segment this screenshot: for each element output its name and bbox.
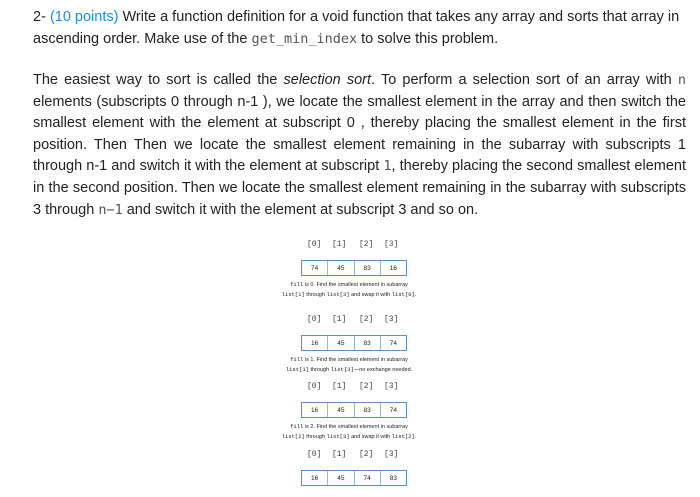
array-index-label: [1] (332, 450, 347, 459)
array-index-label: [2] (359, 382, 374, 391)
array-cell: 45 (328, 336, 354, 350)
array-box (301, 402, 407, 418)
code-n: n (677, 72, 687, 88)
array-cell: 83 (389, 474, 397, 482)
explanation-part-1: The easiest way to sort is called the (33, 72, 278, 88)
array-index-label: [3] (384, 450, 399, 459)
array-cell: 74 (355, 471, 381, 485)
question-body-b: to solve this problem. (361, 30, 499, 47)
explanation-part-4: , thereby placing the second smallest element in the second position. Then we locate the smallest element remaining in the subarray with subscripts 3 through (33, 158, 686, 218)
step-caption-line: list[1] through list[3]—no exchange needed. (285, 366, 413, 373)
explanation-part-2: . To perform a selection sort of an array with (371, 72, 672, 88)
array-index-label: [0] (307, 382, 322, 391)
step-caption-line: fill is 2. Find the smallest element in subarray (290, 423, 408, 430)
array-index-label: [3] (384, 382, 399, 391)
selection-sort-term: selection sort (283, 72, 372, 88)
array-cell: 16 (389, 264, 397, 272)
explanation-paragraph (33, 70, 686, 221)
array-cell: 83 (355, 261, 381, 275)
step-caption-line: list[1] through list[3] and swap it with list[0]. (281, 291, 417, 298)
array-cell: 74 (302, 261, 328, 275)
step-caption-line: fill is 1. Find the smallest element in subarray (290, 356, 408, 363)
question-body-a: Write a function definition for a void function that takes any array and sorts that array in ascending order. Make use of the (33, 9, 680, 47)
array-index-label: [2] (359, 450, 374, 459)
array-index-label: [1] (332, 315, 347, 324)
function-name-code: get_min_index (251, 30, 358, 47)
question-number: 2- (33, 9, 46, 25)
array-index-label: [0] (307, 450, 322, 459)
code-n-minus-1: n−1 (98, 201, 123, 218)
array-index-label: [3] (384, 315, 399, 324)
array-cell: 74 (389, 339, 397, 347)
array-index-label: [3] (384, 240, 399, 249)
array-index-label: [1] (332, 382, 347, 391)
array-cell: 16 (302, 403, 328, 417)
question-text (33, 7, 686, 50)
array-index-label: [1] (332, 240, 347, 249)
array-cell: 83 (355, 403, 381, 417)
step-caption-line: list[2] through list[3] and swap it with list[2]. (281, 433, 417, 440)
array-cell: 45 (328, 471, 354, 485)
array-index-label: [0] (307, 240, 322, 249)
array-cell: 16 (302, 471, 328, 485)
array-index-label: [2] (359, 240, 374, 249)
points-label: (10 points) (49, 9, 119, 25)
explanation-part-5: and switch it with the element at subscript 3 and so on. (126, 201, 479, 218)
array-cell: 45 (328, 261, 354, 275)
array-index-label: [0] (307, 315, 322, 324)
array-box (301, 335, 407, 351)
array-cell: 16 (302, 336, 328, 350)
code-one: 1 (383, 158, 392, 175)
explanation-part-3: elements (subscripts 0 through n-1 ), we locate the smallest element in the array and then switch the smallest element with the element at subscript 0 , thereby placing the smallest element in the first position. Then Then we locate the smallest element remaining in the subarray with subscripts 1 through n-1 and switch it with the element at subscript (33, 93, 686, 175)
array-box (301, 260, 407, 276)
array-cell: 45 (328, 403, 354, 417)
array-index-label: [2] (359, 315, 374, 324)
step-caption-line: fill is 0. Find the smallest element in subarray (290, 281, 408, 288)
array-cell: 83 (355, 336, 381, 350)
array-cell: 74 (389, 406, 397, 414)
array-box (301, 470, 407, 486)
